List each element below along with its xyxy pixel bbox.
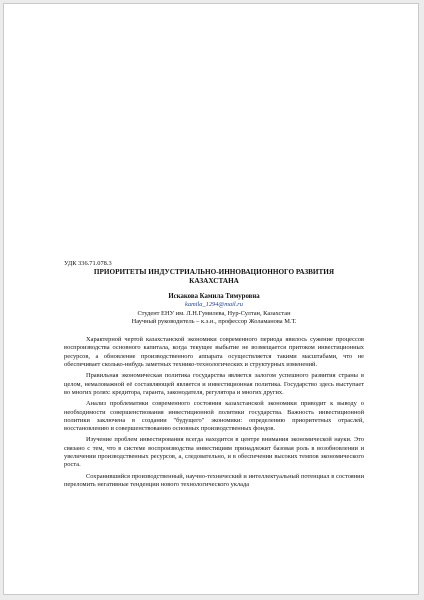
author-name: Искакова Камила Тимуровна xyxy=(168,293,260,301)
author-affiliation: Студент ЕНУ им. Л.Н.Гумилева, Нур-Султан, Казахстан xyxy=(137,309,291,317)
spacer xyxy=(64,326,364,336)
paragraph: Правильная экономическая политика государства является залогом успешного развития страны в целом, немаловажной её составляющей является и инвестиционная политика. Государство здесь выступает во многих ролях: кредитора, гаранта, законодателя, регулятора и многих других. xyxy=(64,372,364,396)
paragraph: Анализ проблематики современного состояния казахстанской экономики приводит к выводу о необходимости совершенствования инвестиционной политики государства. Важность инвестиционной политики заключена в создании "будущего" экономики: определению приоритетных отраслей, восстановлению и совершенствованию основных производственных фондов. xyxy=(64,400,364,433)
paragraph: Изучение проблем инвестирования всегда находится в центре внимания экономической науки. Это связано с тем, что в системе воспроизводства инвестициям принадлежит базовая роль в возобновлении и увеличении производственных ресурсов, а, следовательно, и в обеспечении высоких темпов экономического роста. xyxy=(64,436,364,469)
document-page xyxy=(3,3,419,595)
udk-code: УДК 336.71.078.3 xyxy=(64,260,112,267)
scientific-supervisor: Научный руководитель – к.э.н., профессор Жоламанова М.Т. xyxy=(131,317,297,325)
article-body xyxy=(64,260,364,492)
article-title-line-2: КАЗАХСТАНА xyxy=(189,277,239,286)
article-title-line-1: ПРИОРИТЕТЫ ИНДУСТРИАЛЬНО-ИННОВАЦИОННОГО РАЗВИТИЯ xyxy=(93,268,335,277)
paragraph: Характерной чертой казахстанской экономики современного периода явилось сужение процессов воспроизводства основного капитала, когда текущее выбытие не возмещается притоком инвестиционных ресурсов, а обновление производственного аппарата осуществляется такими масштабами, что не обеспечивает сколько-нибудь заметных технико-технологических и структурных изменений. xyxy=(64,336,364,369)
author-email: kamila_1294@mail.ru xyxy=(185,301,243,309)
paragraph: Сохранившийся производственный, научно-технический и интеллектуальный потенциал в состоянии переломить негативные тенденции нового технологического уклада xyxy=(64,472,364,488)
